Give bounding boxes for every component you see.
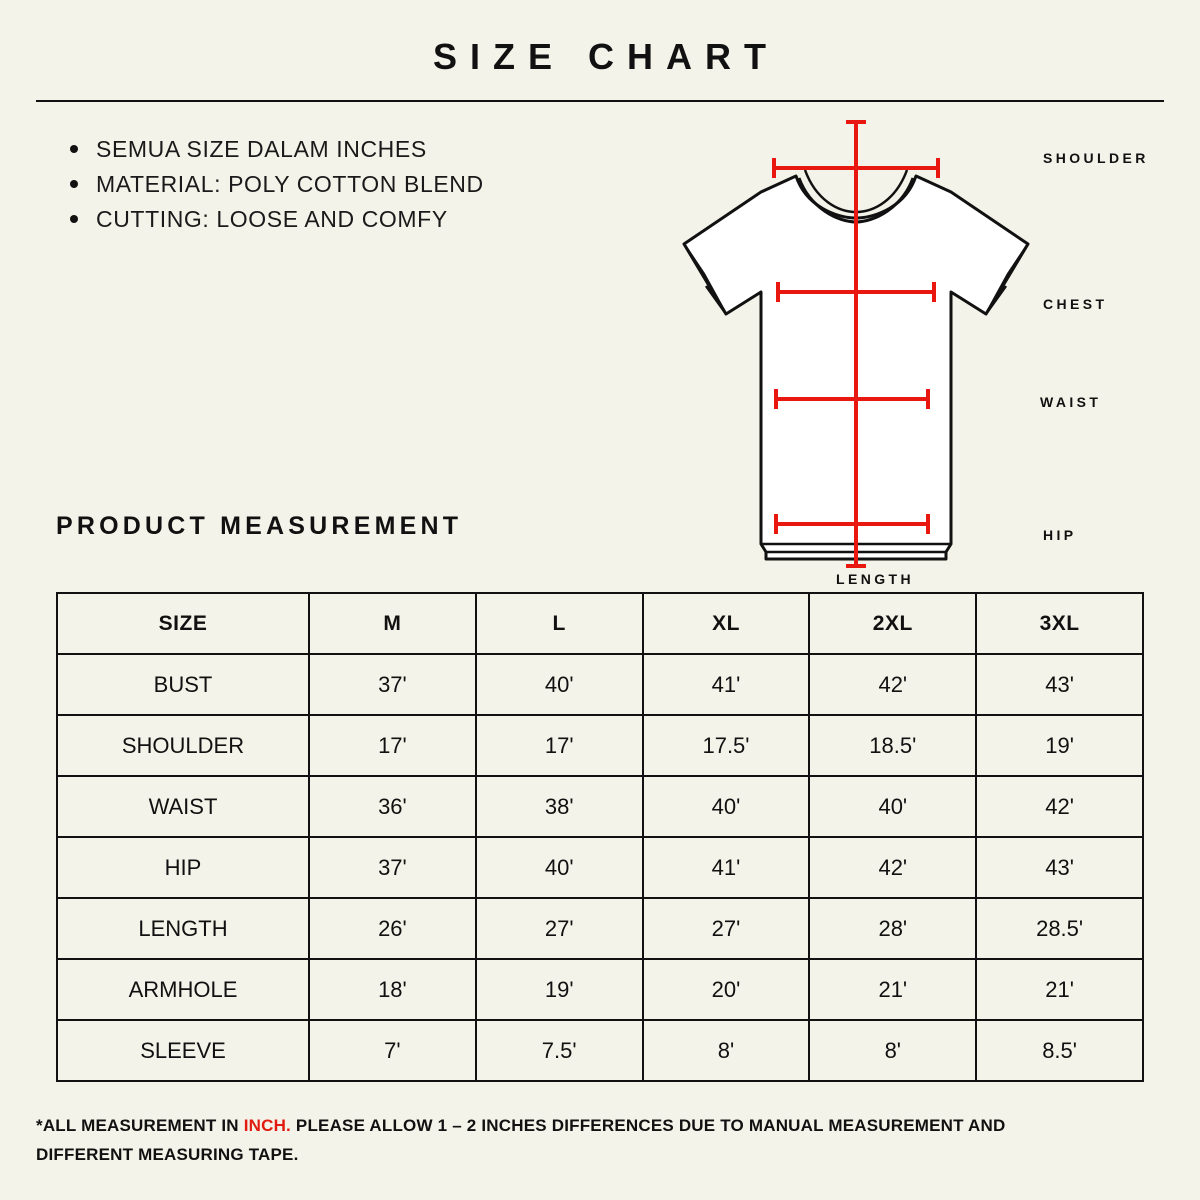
cell: 41' [643, 654, 810, 715]
label-length: LENGTH [836, 571, 914, 587]
tshirt-diagram [636, 124, 1164, 624]
table-row [57, 776, 1143, 837]
table-row [57, 654, 1143, 715]
cell: 40' [643, 776, 810, 837]
label-waist: WAIST [1040, 394, 1102, 410]
row-label: BUST [57, 654, 309, 715]
cell: 17.5' [643, 715, 810, 776]
cell: 8' [809, 1020, 976, 1081]
cell: 17' [309, 715, 476, 776]
table-row [57, 898, 1143, 959]
list-item: MATERIAL: POLY COTTON BLEND [66, 167, 636, 202]
row-label: SHOULDER [57, 715, 309, 776]
cell: 8' [643, 1020, 810, 1081]
cell: 43' [976, 654, 1143, 715]
measurement-table-wrap [56, 592, 1144, 1082]
cell: 8.5' [976, 1020, 1143, 1081]
list-item: CUTTING: LOOSE AND COMFY [66, 202, 636, 237]
measurement-table [56, 592, 1144, 1082]
label-shoulder: SHOULDER [1043, 150, 1149, 166]
table-row [57, 837, 1143, 898]
cell: 27' [476, 898, 643, 959]
column-header: 2XL [809, 593, 976, 654]
tshirt-illustration [666, 114, 1086, 614]
row-label: LENGTH [57, 898, 309, 959]
cell: 21' [976, 959, 1143, 1020]
cell: 27' [643, 898, 810, 959]
footer-highlight: INCH. [243, 1116, 291, 1135]
cell: 38' [476, 776, 643, 837]
column-header: M [309, 593, 476, 654]
footer-text-part2: PLEASE ALLOW 1 – 2 INCHES DIFFERENCES DUE TO MANUAL MEASUREMENT AND DIFFERENT MEASURING TAPE. [36, 1116, 1006, 1164]
cell: 19' [976, 715, 1143, 776]
table-row [57, 1020, 1143, 1081]
row-label: SLEEVE [57, 1020, 309, 1081]
cell: 20' [643, 959, 810, 1020]
footer-text-part1: *ALL MEASUREMENT IN [36, 1116, 244, 1135]
label-chest: CHEST [1043, 296, 1108, 312]
cell: 26' [309, 898, 476, 959]
label-hip: HIP [1043, 527, 1077, 543]
cell: 18' [309, 959, 476, 1020]
list-item: SEMUA SIZE DALAM INCHES [66, 132, 636, 167]
cell: 7' [309, 1020, 476, 1081]
cell: 19' [476, 959, 643, 1020]
footer-disclaimer [36, 1112, 1036, 1170]
cell: 18.5' [809, 715, 976, 776]
page-title: SIZE CHART [433, 36, 779, 77]
row-label: ARMHOLE [57, 959, 309, 1020]
cell: 41' [643, 837, 810, 898]
row-label: HIP [57, 837, 309, 898]
cell: 43' [976, 837, 1143, 898]
row-label: WAIST [57, 776, 309, 837]
cell: 42' [976, 776, 1143, 837]
cell: 28' [809, 898, 976, 959]
table-row [57, 959, 1143, 1020]
cell: 37' [309, 654, 476, 715]
cell: 42' [809, 654, 976, 715]
cell: 40' [809, 776, 976, 837]
column-header: XL [643, 593, 810, 654]
table-row [57, 715, 1143, 776]
cell: 42' [809, 837, 976, 898]
cell: 36' [309, 776, 476, 837]
column-header: SIZE [57, 593, 309, 654]
cell: 17' [476, 715, 643, 776]
cell: 21' [809, 959, 976, 1020]
cell: 7.5' [476, 1020, 643, 1081]
product-measurement-heading: PRODUCT MEASUREMENT [56, 512, 463, 540]
cell: 28.5' [976, 898, 1143, 959]
cell: 40' [476, 654, 643, 715]
column-header: 3XL [976, 593, 1143, 654]
column-header: L [476, 593, 643, 654]
cell: 37' [309, 837, 476, 898]
cell: 40' [476, 837, 643, 898]
table-header-row [57, 593, 1143, 654]
